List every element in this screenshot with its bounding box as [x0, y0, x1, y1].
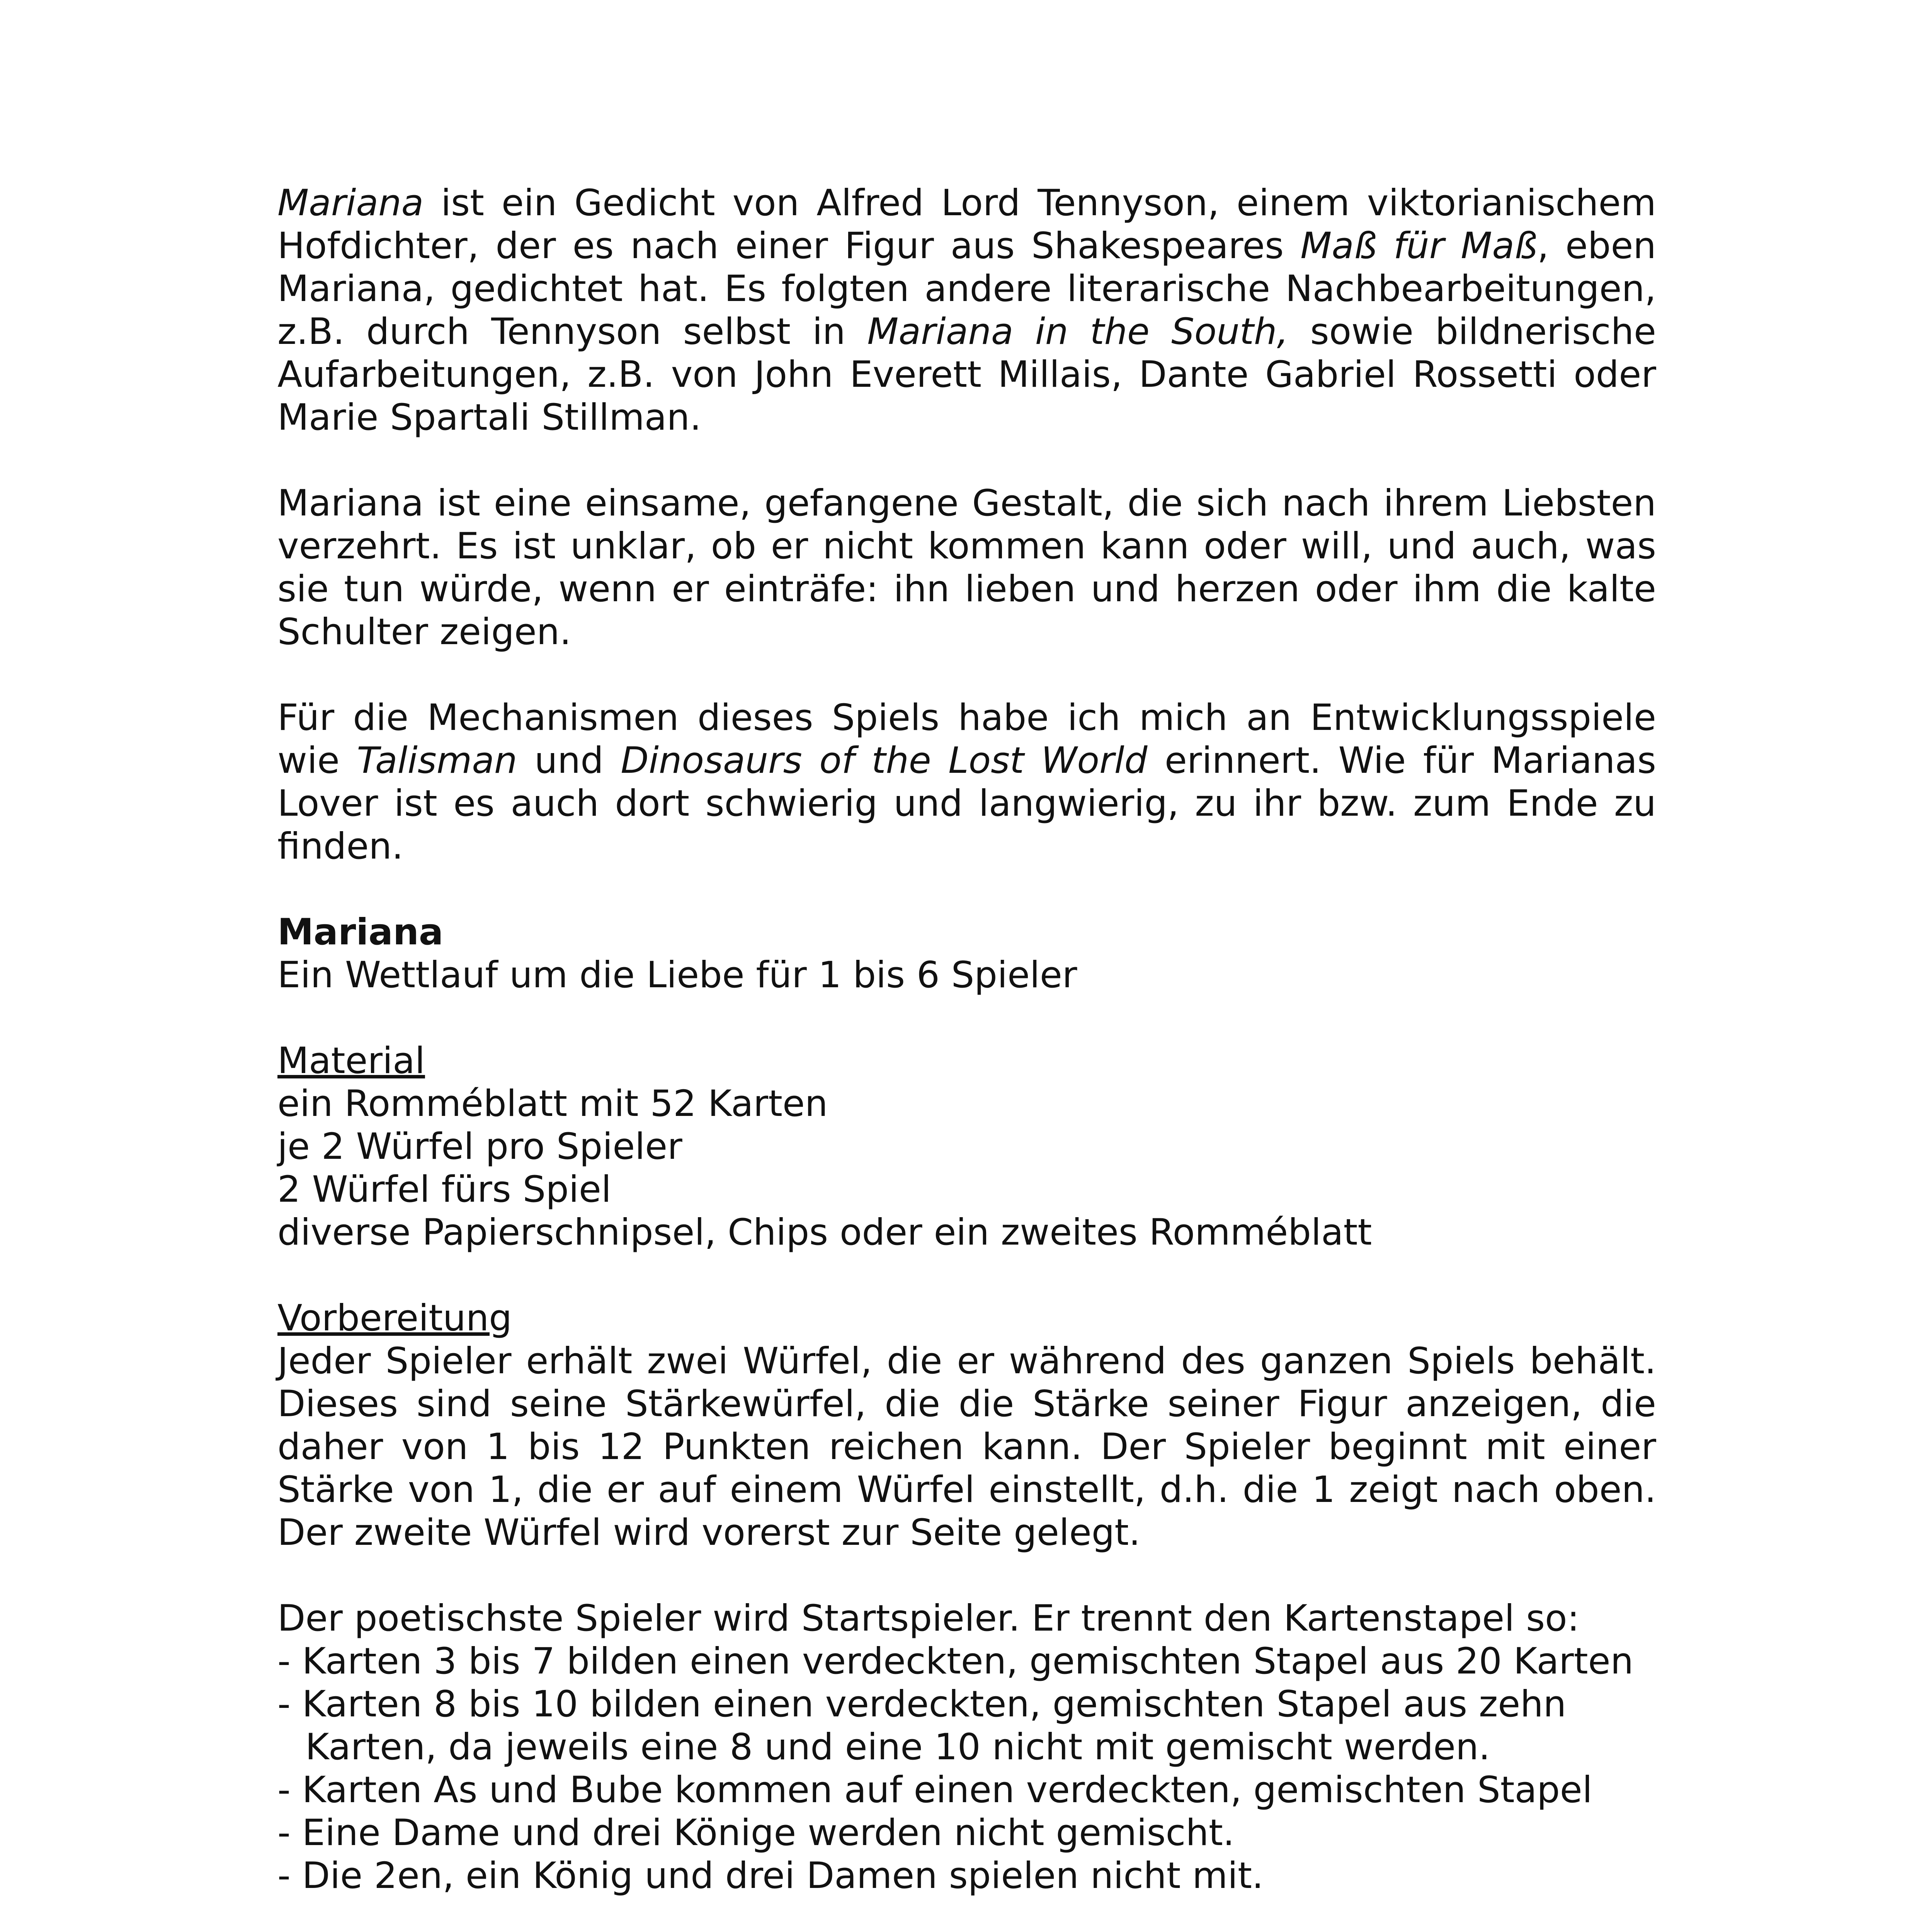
intro-paragraph-2: Mariana ist eine einsame, gefangene Gestalt, die sich nach ihrem Liebsten verzehrt. Es ist unklar, ob er nicht kommen kann oder will, und auch, was sie tun würde, wenn er einträfe: ihn lieben und herzen oder ihm die kalte Schulter zeigen.	[277, 482, 1656, 653]
preparation-list-item: - Die 2en, ein König und drei Damen spielen nicht mit.	[277, 1855, 1264, 1897]
text-run: erinnert. Wie für Marianas Lover ist es auch dort schwierig und langwierig, zu ihr bzw. zum Ende zu finden.	[277, 740, 1656, 867]
material-item: diverse Papierschnipsel, Chips oder ein zweites Romméblatt	[277, 1211, 1372, 1253]
preparation-paragraph-1: Jeder Spieler erhält zwei Würfel, die er während des ganzen Spiels behält. Dieses sind seine Stärkewürfel, die die Stärke seiner Figur anzeigen, die daher von 1 bis 12 Punkten reichen kann. Der Spieler beginnt mit einer Stärke von 1, die er auf einem Würfel einstellt, d.h. die 1 zeigt nach oben. Der zweite Würfel wird vorerst zur Seite gelegt.	[277, 1340, 1656, 1554]
document-page	[277, 182, 1656, 1932]
game-subtitle: Ein Wettlauf um die Liebe für 1 bis 6 Spieler	[277, 954, 1077, 996]
preparation-list-item: - Karten 3 bis 7 bilden einen verdeckten, gemischten Stapel aus 20 Karten	[277, 1640, 1634, 1682]
italic-title-mariana-south: Mariana in the South,	[867, 311, 1289, 353]
preparation-list-item: - Eine Dame und drei Könige werden nicht gemischt.	[277, 1812, 1235, 1854]
intro-paragraph-3	[277, 696, 1656, 868]
preparation-heading: Vorbereitung	[277, 1297, 512, 1339]
text-run: , eben Mariana, gedichtet hat. Es folgten andere literarische Nachbearbeitungen, z.B. durch Tennyson selbst in	[277, 225, 1657, 353]
text-run: ist ein Gedicht von Alfred Lord Tennyson, einem viktorianischem Hofdichter, der es nach einer Figur aus Shakespeares	[277, 182, 1656, 267]
preparation-list-item: - Karten 8 bis 10 bilden einen verdeckten, gemischten Stapel aus zehn	[277, 1683, 1567, 1725]
italic-title-dinosaurs: Dinosaurs of the Lost World	[621, 740, 1148, 782]
preparation-list-item: Karten, da jeweils eine 8 und eine 10 nicht mit gemischt werden.	[305, 1726, 1490, 1768]
text-run: und	[517, 740, 621, 782]
text-run: Für die Mechanismen dieses Spiels habe ich mich an Entwicklungsspiele wie	[277, 697, 1656, 782]
material-item: 2 Würfel fürs Spiel	[277, 1168, 611, 1211]
preparation-list-intro: Der poetischste Spieler wird Startspieler. Er trennt den Kartenstapel so:	[277, 1597, 1580, 1639]
material-heading: Material	[277, 1040, 425, 1082]
italic-title-mass-fuer-mass: Maß für Maß	[1300, 225, 1538, 267]
material-item: je 2 Würfel pro Spieler	[277, 1126, 682, 1168]
material-item: ein Romméblatt mit 52 Karten	[277, 1083, 828, 1125]
italic-title-mariana: Mariana	[277, 182, 424, 224]
intro-paragraph-1	[277, 182, 1656, 439]
text-run: sowie bildnerische Aufarbeitungen, z.B. von John Everett Millais, Dante Gabriel Rossetti oder Marie Spartali Stillman.	[277, 311, 1656, 439]
italic-title-talisman: Talisman	[357, 740, 517, 782]
game-title: Mariana	[277, 911, 444, 953]
preparation-list-item: - Karten As und Bube kommen auf einen verdeckten, gemischten Stapel	[277, 1769, 1592, 1811]
